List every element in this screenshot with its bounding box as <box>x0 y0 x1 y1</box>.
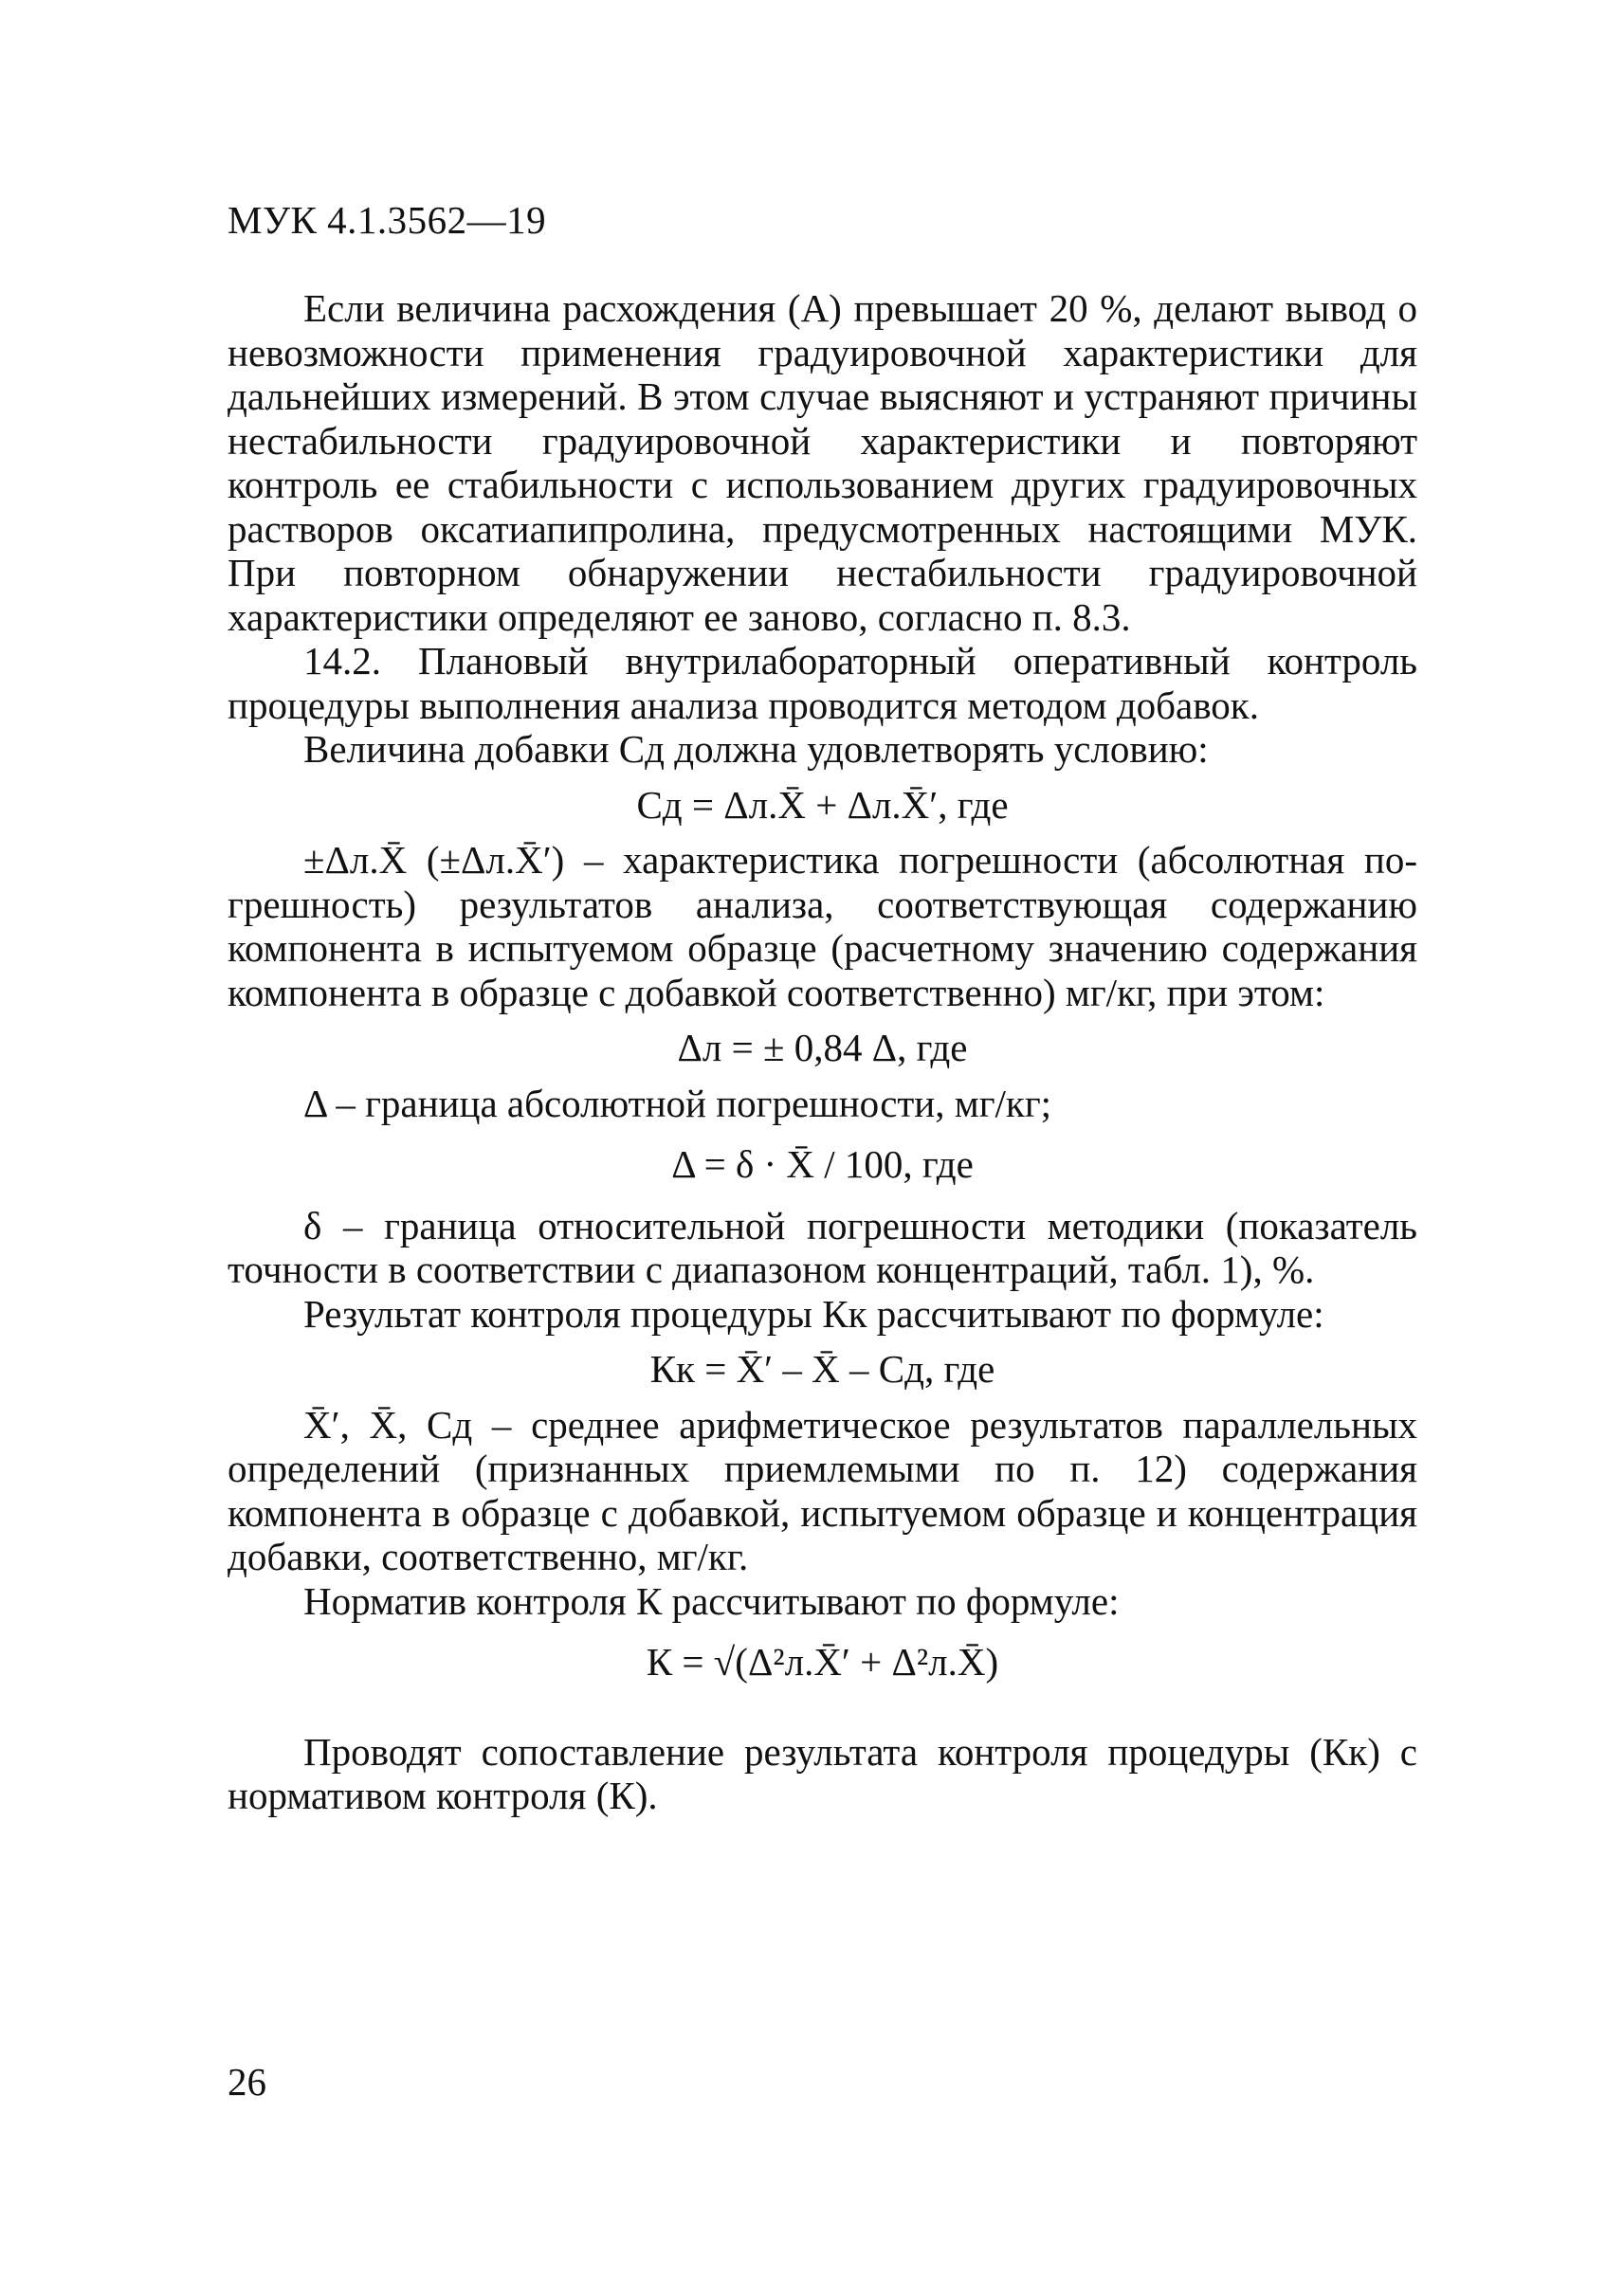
formula-procedure-result <box>228 1347 1417 1392</box>
formula-delta-lab-text: Δл = ± 0,84 Δ, где <box>677 1026 968 1069</box>
formula-control-standard <box>228 1640 1417 1685</box>
document-body <box>228 286 1417 1818</box>
formula-absolute-error-text: Δ = δ · X̄ / 100, где <box>671 1142 974 1186</box>
paragraph-averages-line1: X̄′, X̄, Сд – среднее арифметическое результатов параллельных <box>303 1402 1417 1447</box>
paragraph-addition-condition: Величина добавки Сд должна удовлетворять условию: <box>303 727 1209 771</box>
formula-delta-lab <box>228 1026 1417 1070</box>
paragraph-comparison: Проводят сопоставление результата контроля процедуры (Кк) с нормативом контроля (К). <box>228 1729 1417 1817</box>
formula-procedure-result-text: Кк = X̄′ – X̄ – Сд, где <box>649 1347 995 1391</box>
paragraph-planned-control: 14.2. Плановый внутрилабораторный оперативный контроль процедуры выполнения анализа проводится методом добавок. <box>228 639 1417 727</box>
paragraph-averages: определений (признанных приемлемыми по п. 12) содержания компонента в образце с добавкой, испытуемом образце и концентрация добавки, соответственно, мг/кг. <box>228 1447 1417 1578</box>
paragraph-absolute-error: Δ – граница абсолютной погрешности, мг/кг; <box>303 1081 1052 1125</box>
paragraph-error-characteristic: грешность) результатов анализа, соответствующая содержанию компонента в испытуемом образце (расчетному значению содержания компонента в образце с добавкой соответственно) мг/кг, при этом: <box>228 882 1417 1014</box>
formula-absolute-error <box>228 1142 1417 1187</box>
document-code: МУК 4.1.3562—19 <box>228 198 547 242</box>
paragraph-discrepancy: Если величина расхождения (А) превышает 20 %, делают вывод о невозможности применения градуировочной характеристики для дальнейших измерений. В этом случае выясняют и устраняют причины нестабильности градуировочной характеристики и повторяют контроль ее стабильности с использованием других градуировочных растворов оксатиапипролина, предусмотренных настоящими МУК. При повторном обнаружении нестабильности градуировочной характеристики определяют ее заново, согласно п. 8.3. <box>228 286 1417 639</box>
page-number: 26 <box>228 2060 266 2104</box>
spacer <box>228 1702 1417 1730</box>
paragraph-control-standard: Норматив контроля К рассчитывают по формуле: <box>303 1578 1120 1623</box>
formula-control-standard-text: К = √(Δ²л.X̄′ + Δ²л.X̄) <box>646 1640 999 1684</box>
paragraph-relative-error: δ – граница относительной погрешности методики (показатель точности в соответствии с диапазоном концентраций, табл. 1), %. <box>228 1203 1417 1291</box>
paragraph-error-characteristic-line1: ±Δл.X̄ (±Δл.X̄′) – характеристика погрешности (абсолютная по- <box>303 838 1417 882</box>
formula-addition <box>228 783 1417 828</box>
formula-addition-text: Сд = Δл.X̄ + Δл.X̄′, где <box>636 782 1009 827</box>
paragraph-procedure-result: Результат контроля процедуры Кк рассчитывают по формуле: <box>303 1291 1324 1336</box>
